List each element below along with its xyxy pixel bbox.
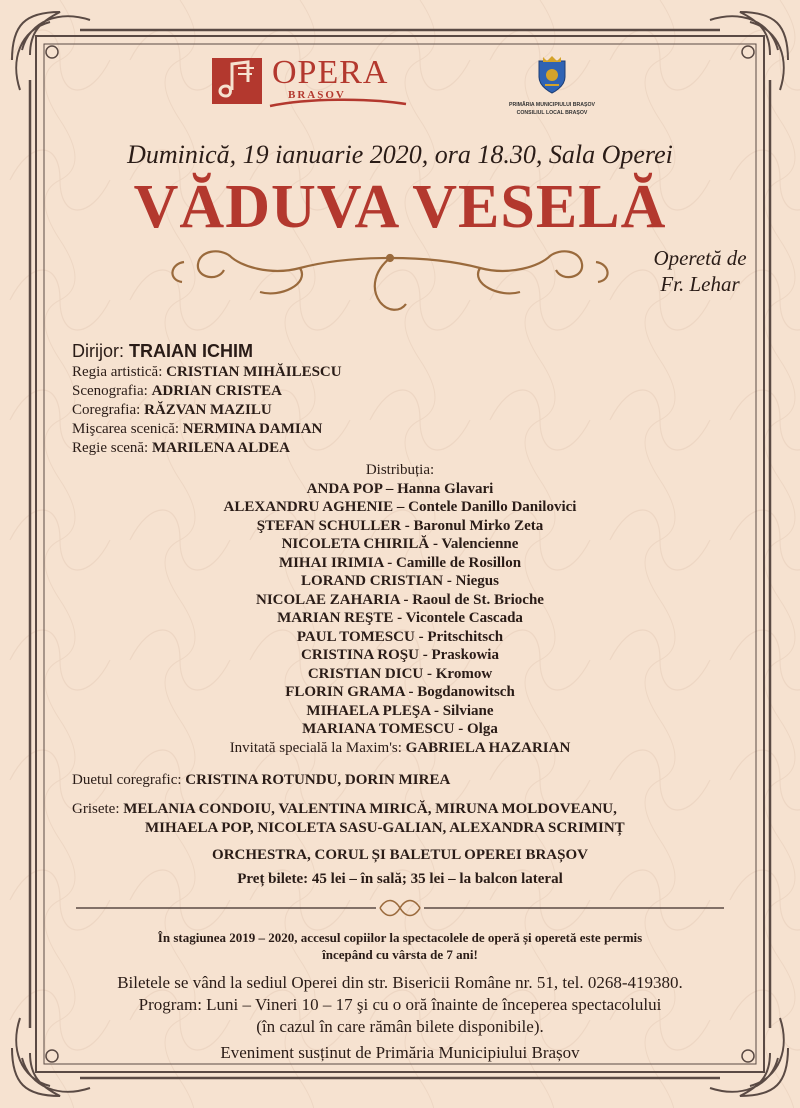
- crest-caption-line2: CONSILIUL LOCAL BRAȘOV: [516, 110, 588, 116]
- operetta-attribution: [640, 245, 760, 297]
- crew-row: [72, 363, 342, 382]
- event-date: Duminică, 19 ianuarie 2020, ora 18.30, Sala Operei: [127, 140, 673, 169]
- section-divider: [76, 898, 724, 918]
- character-name: Silviane: [442, 702, 494, 719]
- info-line2: Program: Luni – Vineri 10 – 17 şi cu o oră înainte de începerea spectacolului: [138, 995, 662, 1014]
- subtitle-line2: Fr. Lehar: [660, 272, 740, 296]
- cast-row: [0, 683, 800, 702]
- cast-row: [0, 609, 800, 628]
- crew-name: TRAIAN ICHIM: [129, 341, 254, 361]
- cast-row: [0, 517, 800, 536]
- character-name: Valencienne: [441, 536, 519, 552]
- separator: –: [393, 499, 409, 515]
- crew-row: [72, 401, 342, 420]
- singer-name: NICOLAE ZAHARIA: [256, 591, 400, 608]
- dance-label: Duetul coregrafic:: [72, 772, 182, 788]
- character-name: Baronul Mirko Zeta: [413, 517, 544, 534]
- brasov-city-crest: [507, 55, 597, 116]
- character-name: Camille de Rosillon: [396, 554, 522, 571]
- ensemble-text: ORCHESTRA, CORUL ȘI BALETUL OPEREI BRAȘOV: [212, 847, 588, 863]
- dance-names: CRISTINA ROTUNDU, DORIN MIREA: [185, 772, 451, 788]
- separator: -: [418, 647, 432, 663]
- cast-row: [0, 628, 800, 647]
- crew-name: RĂZVAN MAZILU: [144, 402, 272, 418]
- separator: –: [382, 480, 398, 497]
- info-line3: (în cazul în care rămân bilete disponibile).: [256, 1017, 544, 1036]
- event-title: VĂDUVA VESELĂ: [133, 173, 667, 241]
- crew-role: Dirijor:: [72, 341, 124, 361]
- sponsor-line: Eveniment susținut de Primăria Municipiului Brașov: [220, 1043, 580, 1062]
- ticket-prices-text: Preț bilete: 45 lei – în sală; 35 lei – la balcon lateral: [237, 871, 563, 887]
- character-name: Praskowia: [431, 647, 499, 663]
- cast-row: [0, 554, 800, 573]
- ensemble: [0, 846, 800, 865]
- ticket-prices: [0, 870, 800, 889]
- crest-caption-line1: PRIMĂRIA MUNICIPIULUI BRAȘOV: [509, 102, 595, 108]
- singer-name: ŞTEFAN SCHULLER: [256, 517, 402, 534]
- character-name: Niegus: [455, 573, 499, 589]
- music-note-icon: [208, 52, 268, 112]
- crew-name: CRISTIAN MIHĂILESCU: [166, 364, 342, 380]
- info-line1: Biletele se vând la sediul Operei din str. Bisericii Române nr. 51, tel. 0268-419380.: [117, 973, 683, 992]
- cast-row: [0, 498, 800, 517]
- separator: -: [443, 573, 456, 589]
- cast-row: [0, 665, 800, 684]
- separator: -: [404, 684, 418, 700]
- notice-line2: începând cu vârsta de 7 ani!: [322, 947, 478, 962]
- separator: -: [429, 536, 442, 552]
- cast-row: [0, 572, 800, 591]
- opera-logo-city: BRAȘOV: [288, 89, 346, 101]
- character-name: Vicontele Cascada: [405, 610, 523, 626]
- singer-name: MARIAN REŞTE: [277, 610, 394, 626]
- flourish-ornament: [160, 240, 620, 320]
- character-name: Hanna Glavari: [397, 480, 494, 497]
- singer-name: MIHAELA PLEŞA: [306, 702, 431, 719]
- crew-name: ADRIAN CRISTEA: [151, 383, 282, 399]
- subtitle-line1: Operetă de: [653, 246, 747, 270]
- separator: -: [393, 610, 406, 626]
- guest-name: GABRIELA HAZARIAN: [405, 739, 571, 756]
- singer-name: MIHAI IRIMIA: [278, 554, 384, 571]
- singer-name: CRISTINA ROŞU: [301, 647, 419, 663]
- opera-logo-name: OPERA: [272, 54, 389, 91]
- singer-name: ANDA POP: [306, 480, 383, 497]
- cast-row: [0, 591, 800, 610]
- grisettes-line1: [72, 800, 617, 819]
- cast-row: [0, 720, 800, 739]
- grisettes-names-2: MIHAELA POP, NICOLETA SASU-GALIAN, ALEXANDRA SCRIMINȚ: [145, 820, 625, 836]
- crew-name: MARILENA ALDEA: [151, 440, 290, 456]
- crew-name: NERMINA DAMIAN: [182, 421, 323, 437]
- crest-shield-icon: [535, 55, 569, 95]
- character-name: Pritschitsch: [427, 628, 504, 645]
- character-name: Contele Danillo Danilovici: [408, 499, 577, 515]
- notice-line1: În stagiunea 2019 – 2020, accesul copiilor la spectacolele de operă și operetă este permis: [157, 930, 643, 945]
- dance-duet: [72, 771, 450, 790]
- separator: -: [383, 554, 397, 571]
- guest-row: [0, 739, 800, 758]
- cast-list: [0, 461, 800, 757]
- grisettes-label: Grisete:: [72, 801, 120, 817]
- opera-brasov-logo: [208, 52, 408, 114]
- separator: -: [430, 702, 443, 719]
- crew-row: [72, 382, 342, 401]
- singer-name: PAUL TOMESCU: [296, 628, 415, 645]
- crew-row: [72, 439, 342, 458]
- crew-role: Coregrafia:: [72, 402, 141, 418]
- cast-row: [0, 646, 800, 665]
- crew-row: [72, 420, 342, 439]
- character-name: Olga: [467, 721, 498, 737]
- crew-row: [72, 340, 342, 363]
- ticket-info: [0, 972, 800, 1038]
- cast-row: [0, 535, 800, 554]
- character-name: Raoul de St. Brioche: [412, 591, 544, 608]
- cast-heading: Distribuția:: [365, 462, 435, 478]
- separator: -: [399, 591, 413, 608]
- creative-team: [72, 340, 342, 458]
- cast-row: [0, 480, 800, 499]
- separator: -: [423, 665, 436, 682]
- separator: -: [454, 721, 468, 737]
- character-name: Kromow: [435, 665, 493, 682]
- crew-role: Regie scenă:: [72, 440, 149, 456]
- logo-swoosh: [268, 96, 408, 110]
- cast-row: [0, 702, 800, 721]
- singer-name: ALEXANDRU AGHENIE: [223, 499, 394, 515]
- character-name: Bogdanowitsch: [417, 684, 515, 700]
- guest-label: Invitată specială la Maxim's:: [229, 739, 402, 756]
- crew-role: Mişcarea scenică:: [72, 421, 180, 437]
- crew-role: Regia artistică:: [72, 364, 163, 380]
- singer-name: FLORIN GRAMA: [285, 684, 405, 700]
- singer-name: NICOLETA CHIRILĂ: [281, 536, 430, 552]
- singer-name: LORAND CRISTIAN: [301, 573, 444, 589]
- singer-name: CRISTIAN DICU: [307, 665, 424, 682]
- grisettes-names-1: MELANIA CONDOIU, VALENTINA MIRICĂ, MIRUNA MOLDOVEANU,: [123, 801, 617, 817]
- crew-role: Scenografia:: [72, 383, 148, 399]
- separator: -: [401, 517, 414, 534]
- grisettes-line2: [145, 819, 625, 838]
- separator: -: [414, 628, 428, 645]
- singer-name: MARIANA TOMESCU: [302, 721, 455, 737]
- children-access-notice: [0, 929, 800, 963]
